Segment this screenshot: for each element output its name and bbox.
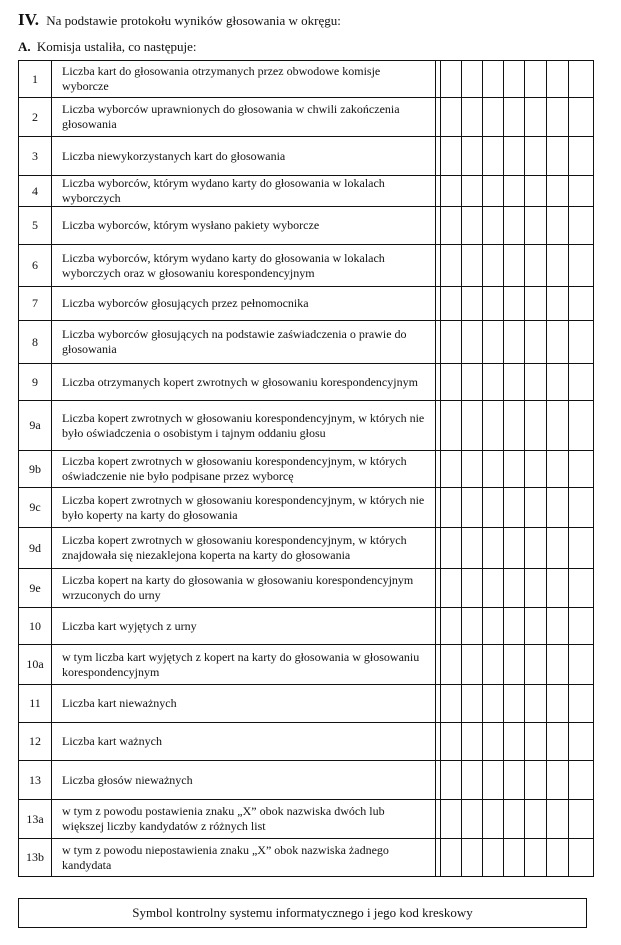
- row-number: 1: [19, 61, 52, 98]
- digit-box[interactable]: [504, 176, 525, 207]
- digit-box[interactable]: [441, 608, 462, 645]
- section-number: IV.: [18, 10, 39, 29]
- digit-box[interactable]: [525, 800, 547, 839]
- digit-box[interactable]: [547, 401, 569, 451]
- digit-box[interactable]: [525, 61, 547, 98]
- digit-box[interactable]: [525, 207, 547, 245]
- digit-box[interactable]: [441, 528, 462, 569]
- row-number: 9e: [19, 569, 52, 608]
- digit-box[interactable]: [525, 176, 547, 207]
- digit-box[interactable]: [504, 723, 525, 761]
- digit-box[interactable]: [441, 245, 462, 287]
- section-title: Na podstawie protokołu wyników głosowania w okręgu:: [46, 13, 341, 28]
- digit-box[interactable]: [525, 245, 547, 287]
- row-number: 9: [19, 364, 52, 401]
- digit-box[interactable]: [525, 569, 547, 608]
- digit-box[interactable]: [569, 451, 594, 488]
- digit-box[interactable]: [525, 685, 547, 723]
- digit-box[interactable]: [547, 839, 569, 877]
- digit-box[interactable]: [504, 761, 525, 800]
- digit-box[interactable]: [441, 61, 462, 98]
- digit-box[interactable]: [483, 61, 504, 98]
- digit-box[interactable]: [504, 451, 525, 488]
- digit-box[interactable]: [462, 176, 483, 207]
- digit-box[interactable]: [483, 245, 504, 287]
- table-row: [19, 321, 594, 364]
- row-description: Liczba wyborców głosujących na podstawie zaświadczenia o prawie do głosowania: [52, 321, 436, 364]
- digit-box[interactable]: [504, 245, 525, 287]
- row-number: 5: [19, 207, 52, 245]
- digit-box[interactable]: [547, 608, 569, 645]
- digit-box[interactable]: [569, 685, 594, 723]
- digit-box[interactable]: [441, 723, 462, 761]
- row-number: 7: [19, 287, 52, 321]
- digit-box[interactable]: [483, 569, 504, 608]
- row-description: w tym liczba kart wyjętych z kopert na karty do głosowania w głosowaniu korespondencyjnym: [52, 645, 436, 685]
- table-row: [19, 137, 594, 176]
- digit-box[interactable]: [504, 608, 525, 645]
- digit-box[interactable]: [525, 761, 547, 800]
- digit-box[interactable]: [483, 839, 504, 877]
- digit-box[interactable]: [504, 61, 525, 98]
- digit-box[interactable]: [441, 401, 462, 451]
- digit-box[interactable]: [441, 207, 462, 245]
- digit-box[interactable]: [483, 176, 504, 207]
- table-row: [19, 61, 594, 98]
- digit-box[interactable]: [569, 207, 594, 245]
- row-number: 9c: [19, 488, 52, 528]
- digit-box[interactable]: [547, 176, 569, 207]
- table-row: [19, 528, 594, 569]
- digit-box[interactable]: [569, 645, 594, 685]
- digit-box[interactable]: [525, 321, 547, 364]
- digit-box[interactable]: [462, 608, 483, 645]
- digit-box[interactable]: [569, 608, 594, 645]
- digit-box[interactable]: [504, 98, 525, 137]
- digit-box[interactable]: [441, 839, 462, 877]
- digit-box[interactable]: [462, 364, 483, 401]
- digit-box[interactable]: [441, 761, 462, 800]
- row-number: 9d: [19, 528, 52, 569]
- digit-box[interactable]: [504, 569, 525, 608]
- digit-box[interactable]: [547, 451, 569, 488]
- digit-box[interactable]: [462, 287, 483, 321]
- digit-box[interactable]: [504, 401, 525, 451]
- row-number: 4: [19, 176, 52, 207]
- digit-box[interactable]: [441, 176, 462, 207]
- digit-box[interactable]: [483, 723, 504, 761]
- table-row: [19, 685, 594, 723]
- digit-box[interactable]: [441, 645, 462, 685]
- row-number: 12: [19, 723, 52, 761]
- table-row: [19, 800, 594, 839]
- digit-box[interactable]: [483, 608, 504, 645]
- digit-box[interactable]: [462, 723, 483, 761]
- digit-box[interactable]: [441, 364, 462, 401]
- digit-box[interactable]: [483, 287, 504, 321]
- row-description: Liczba kart nieważnych: [52, 685, 436, 723]
- digit-box[interactable]: [483, 528, 504, 569]
- digit-box[interactable]: [569, 569, 594, 608]
- digit-box[interactable]: [547, 800, 569, 839]
- digit-box[interactable]: [483, 685, 504, 723]
- row-number: 10a: [19, 645, 52, 685]
- digit-box[interactable]: [504, 685, 525, 723]
- digit-box[interactable]: [483, 645, 504, 685]
- digit-box[interactable]: [547, 645, 569, 685]
- control-symbol-box: [18, 898, 587, 928]
- results-table: [18, 60, 594, 877]
- digit-box[interactable]: [569, 723, 594, 761]
- digit-box[interactable]: [462, 451, 483, 488]
- digit-box[interactable]: [441, 488, 462, 528]
- row-description: Liczba wyborców, którym wydano karty do głosowania w lokalach wyborczych oraz w głosowaniu korespondencyjnym: [52, 245, 436, 287]
- digit-box[interactable]: [462, 839, 483, 877]
- table-row: [19, 488, 594, 528]
- row-description: Liczba kopert zwrotnych w głosowaniu korespondencyjnym, w których znajdowała się niezaklejona koperta na karty do głosowania: [52, 528, 436, 569]
- digit-box[interactable]: [547, 98, 569, 137]
- table-row: [19, 723, 594, 761]
- row-number: 8: [19, 321, 52, 364]
- digit-box[interactable]: [525, 451, 547, 488]
- digit-box[interactable]: [569, 488, 594, 528]
- subsection-title: Komisja ustaliła, co następuje:: [36, 39, 197, 54]
- digit-box[interactable]: [504, 528, 525, 569]
- digit-box[interactable]: [441, 569, 462, 608]
- row-description: w tym z powodu postawienia znaku „X” obok nazwiska dwóch lub większej liczby kandydatów z różnych list: [52, 800, 436, 839]
- digit-box[interactable]: [525, 645, 547, 685]
- digit-box[interactable]: [547, 245, 569, 287]
- digit-box[interactable]: [547, 364, 569, 401]
- row-description: Liczba głosów nieważnych: [52, 761, 436, 800]
- row-number: 3: [19, 137, 52, 176]
- digit-box[interactable]: [504, 488, 525, 528]
- digit-box[interactable]: [525, 723, 547, 761]
- table-row: [19, 245, 594, 287]
- digit-box[interactable]: [504, 645, 525, 685]
- digit-box[interactable]: [569, 401, 594, 451]
- digit-box[interactable]: [441, 800, 462, 839]
- table-row: [19, 176, 594, 207]
- row-description: Liczba kart wyjętych z urny: [52, 608, 436, 645]
- table-row: [19, 287, 594, 321]
- table-row: [19, 451, 594, 488]
- row-description: Liczba kopert zwrotnych w głosowaniu korespondencyjnym, w których oświadczenie nie było podpisane przez wyborcę: [52, 451, 436, 488]
- row-description: Liczba kopert zwrotnych w głosowaniu korespondencyjnym, w których nie było koperty na karty do głosowania: [52, 488, 436, 528]
- digit-box[interactable]: [525, 98, 547, 137]
- digit-box[interactable]: [525, 528, 547, 569]
- digit-box[interactable]: [483, 761, 504, 800]
- table-row: [19, 364, 594, 401]
- control-symbol-label: Symbol kontrolny systemu informatycznego i jego kod kreskowy: [132, 905, 473, 920]
- digit-box[interactable]: [504, 839, 525, 877]
- digit-box[interactable]: [462, 401, 483, 451]
- table-row: [19, 761, 594, 800]
- table-row: [19, 401, 594, 451]
- row-description: Liczba kopert na karty do głosowania w głosowaniu korespondencyjnym wrzuconych do urny: [52, 569, 436, 608]
- digit-box[interactable]: [462, 569, 483, 608]
- row-number: 2: [19, 98, 52, 137]
- digit-box[interactable]: [441, 321, 462, 364]
- digit-box[interactable]: [462, 207, 483, 245]
- digit-box[interactable]: [569, 245, 594, 287]
- digit-box[interactable]: [569, 321, 594, 364]
- digit-box[interactable]: [525, 401, 547, 451]
- digit-box[interactable]: [525, 608, 547, 645]
- digit-box[interactable]: [483, 401, 504, 451]
- digit-box[interactable]: [547, 569, 569, 608]
- digit-box[interactable]: [441, 451, 462, 488]
- table-row: [19, 645, 594, 685]
- digit-box[interactable]: [483, 800, 504, 839]
- digit-box[interactable]: [441, 685, 462, 723]
- row-number: 13: [19, 761, 52, 800]
- row-description: Liczba kart do głosowania otrzymanych przez obwodowe komisje wyborcze: [52, 61, 436, 98]
- digit-box[interactable]: [504, 800, 525, 839]
- subsection-letter: A.: [18, 39, 31, 54]
- table-row: [19, 207, 594, 245]
- table-row: [19, 569, 594, 608]
- row-description: Liczba wyborców uprawnionych do głosowania w chwili zakończenia głosowania: [52, 98, 436, 137]
- digit-box[interactable]: [483, 207, 504, 245]
- digit-box[interactable]: [569, 528, 594, 569]
- row-number: 10: [19, 608, 52, 645]
- digit-box[interactable]: [569, 137, 594, 176]
- digit-box[interactable]: [462, 761, 483, 800]
- digit-box[interactable]: [569, 761, 594, 800]
- row-number: 6: [19, 245, 52, 287]
- digit-box[interactable]: [462, 245, 483, 287]
- digit-box[interactable]: [441, 287, 462, 321]
- digit-box[interactable]: [547, 723, 569, 761]
- row-description: Liczba otrzymanych kopert zwrotnych w głosowaniu korespondencyjnym: [52, 364, 436, 401]
- digit-box[interactable]: [547, 137, 569, 176]
- section-heading: [18, 10, 341, 30]
- row-number: 9a: [19, 401, 52, 451]
- digit-box[interactable]: [462, 645, 483, 685]
- digit-box[interactable]: [441, 137, 462, 176]
- digit-box[interactable]: [525, 137, 547, 176]
- digit-box[interactable]: [462, 137, 483, 176]
- digit-box[interactable]: [569, 287, 594, 321]
- digit-box[interactable]: [525, 839, 547, 877]
- row-number: 13a: [19, 800, 52, 839]
- digit-box[interactable]: [525, 287, 547, 321]
- digit-box[interactable]: [525, 364, 547, 401]
- digit-box[interactable]: [462, 528, 483, 569]
- digit-box[interactable]: [547, 528, 569, 569]
- row-description: Liczba wyborców, którym wydano karty do głosowania w lokalach wyborczych: [52, 176, 436, 207]
- row-description: Liczba kart ważnych: [52, 723, 436, 761]
- digit-box[interactable]: [504, 137, 525, 176]
- digit-box[interactable]: [462, 685, 483, 723]
- digit-box[interactable]: [547, 287, 569, 321]
- digit-box[interactable]: [547, 207, 569, 245]
- table-row: [19, 839, 594, 877]
- table-row: [19, 608, 594, 645]
- digit-box[interactable]: [569, 176, 594, 207]
- digit-box[interactable]: [547, 488, 569, 528]
- digit-box[interactable]: [483, 364, 504, 401]
- digit-box[interactable]: [462, 488, 483, 528]
- digit-box[interactable]: [569, 800, 594, 839]
- digit-box[interactable]: [569, 364, 594, 401]
- row-description: Liczba niewykorzystanych kart do głosowania: [52, 137, 436, 176]
- digit-box[interactable]: [569, 98, 594, 137]
- digit-box[interactable]: [569, 839, 594, 877]
- digit-box[interactable]: [462, 98, 483, 137]
- digit-box[interactable]: [504, 364, 525, 401]
- digit-box[interactable]: [462, 800, 483, 839]
- row-description: w tym z powodu niepostawienia znaku „X” obok nazwiska żadnego kandydata: [52, 839, 436, 877]
- digit-box[interactable]: [462, 61, 483, 98]
- row-number: 13b: [19, 839, 52, 877]
- digit-box[interactable]: [441, 98, 462, 137]
- digit-box[interactable]: [547, 761, 569, 800]
- digit-box[interactable]: [483, 488, 504, 528]
- digit-box[interactable]: [547, 321, 569, 364]
- row-number: 11: [19, 685, 52, 723]
- digit-box[interactable]: [483, 98, 504, 137]
- digit-box[interactable]: [504, 321, 525, 364]
- digit-box[interactable]: [483, 137, 504, 176]
- digit-box[interactable]: [547, 61, 569, 98]
- digit-box[interactable]: [504, 207, 525, 245]
- row-number: 9b: [19, 451, 52, 488]
- digit-box[interactable]: [504, 287, 525, 321]
- row-description: Liczba wyborców głosujących przez pełnomocnika: [52, 287, 436, 321]
- digit-box[interactable]: [525, 488, 547, 528]
- subsection-heading: [18, 39, 196, 55]
- row-description: Liczba wyborców, którym wysłano pakiety wyborcze: [52, 207, 436, 245]
- table-row: [19, 98, 594, 137]
- digit-box[interactable]: [483, 451, 504, 488]
- row-description: Liczba kopert zwrotnych w głosowaniu korespondencyjnym, w których nie było oświadczenia o osobistym i tajnym oddaniu głosu: [52, 401, 436, 451]
- digit-box[interactable]: [547, 685, 569, 723]
- digit-box[interactable]: [569, 61, 594, 98]
- digit-box[interactable]: [462, 321, 483, 364]
- digit-box[interactable]: [483, 321, 504, 364]
